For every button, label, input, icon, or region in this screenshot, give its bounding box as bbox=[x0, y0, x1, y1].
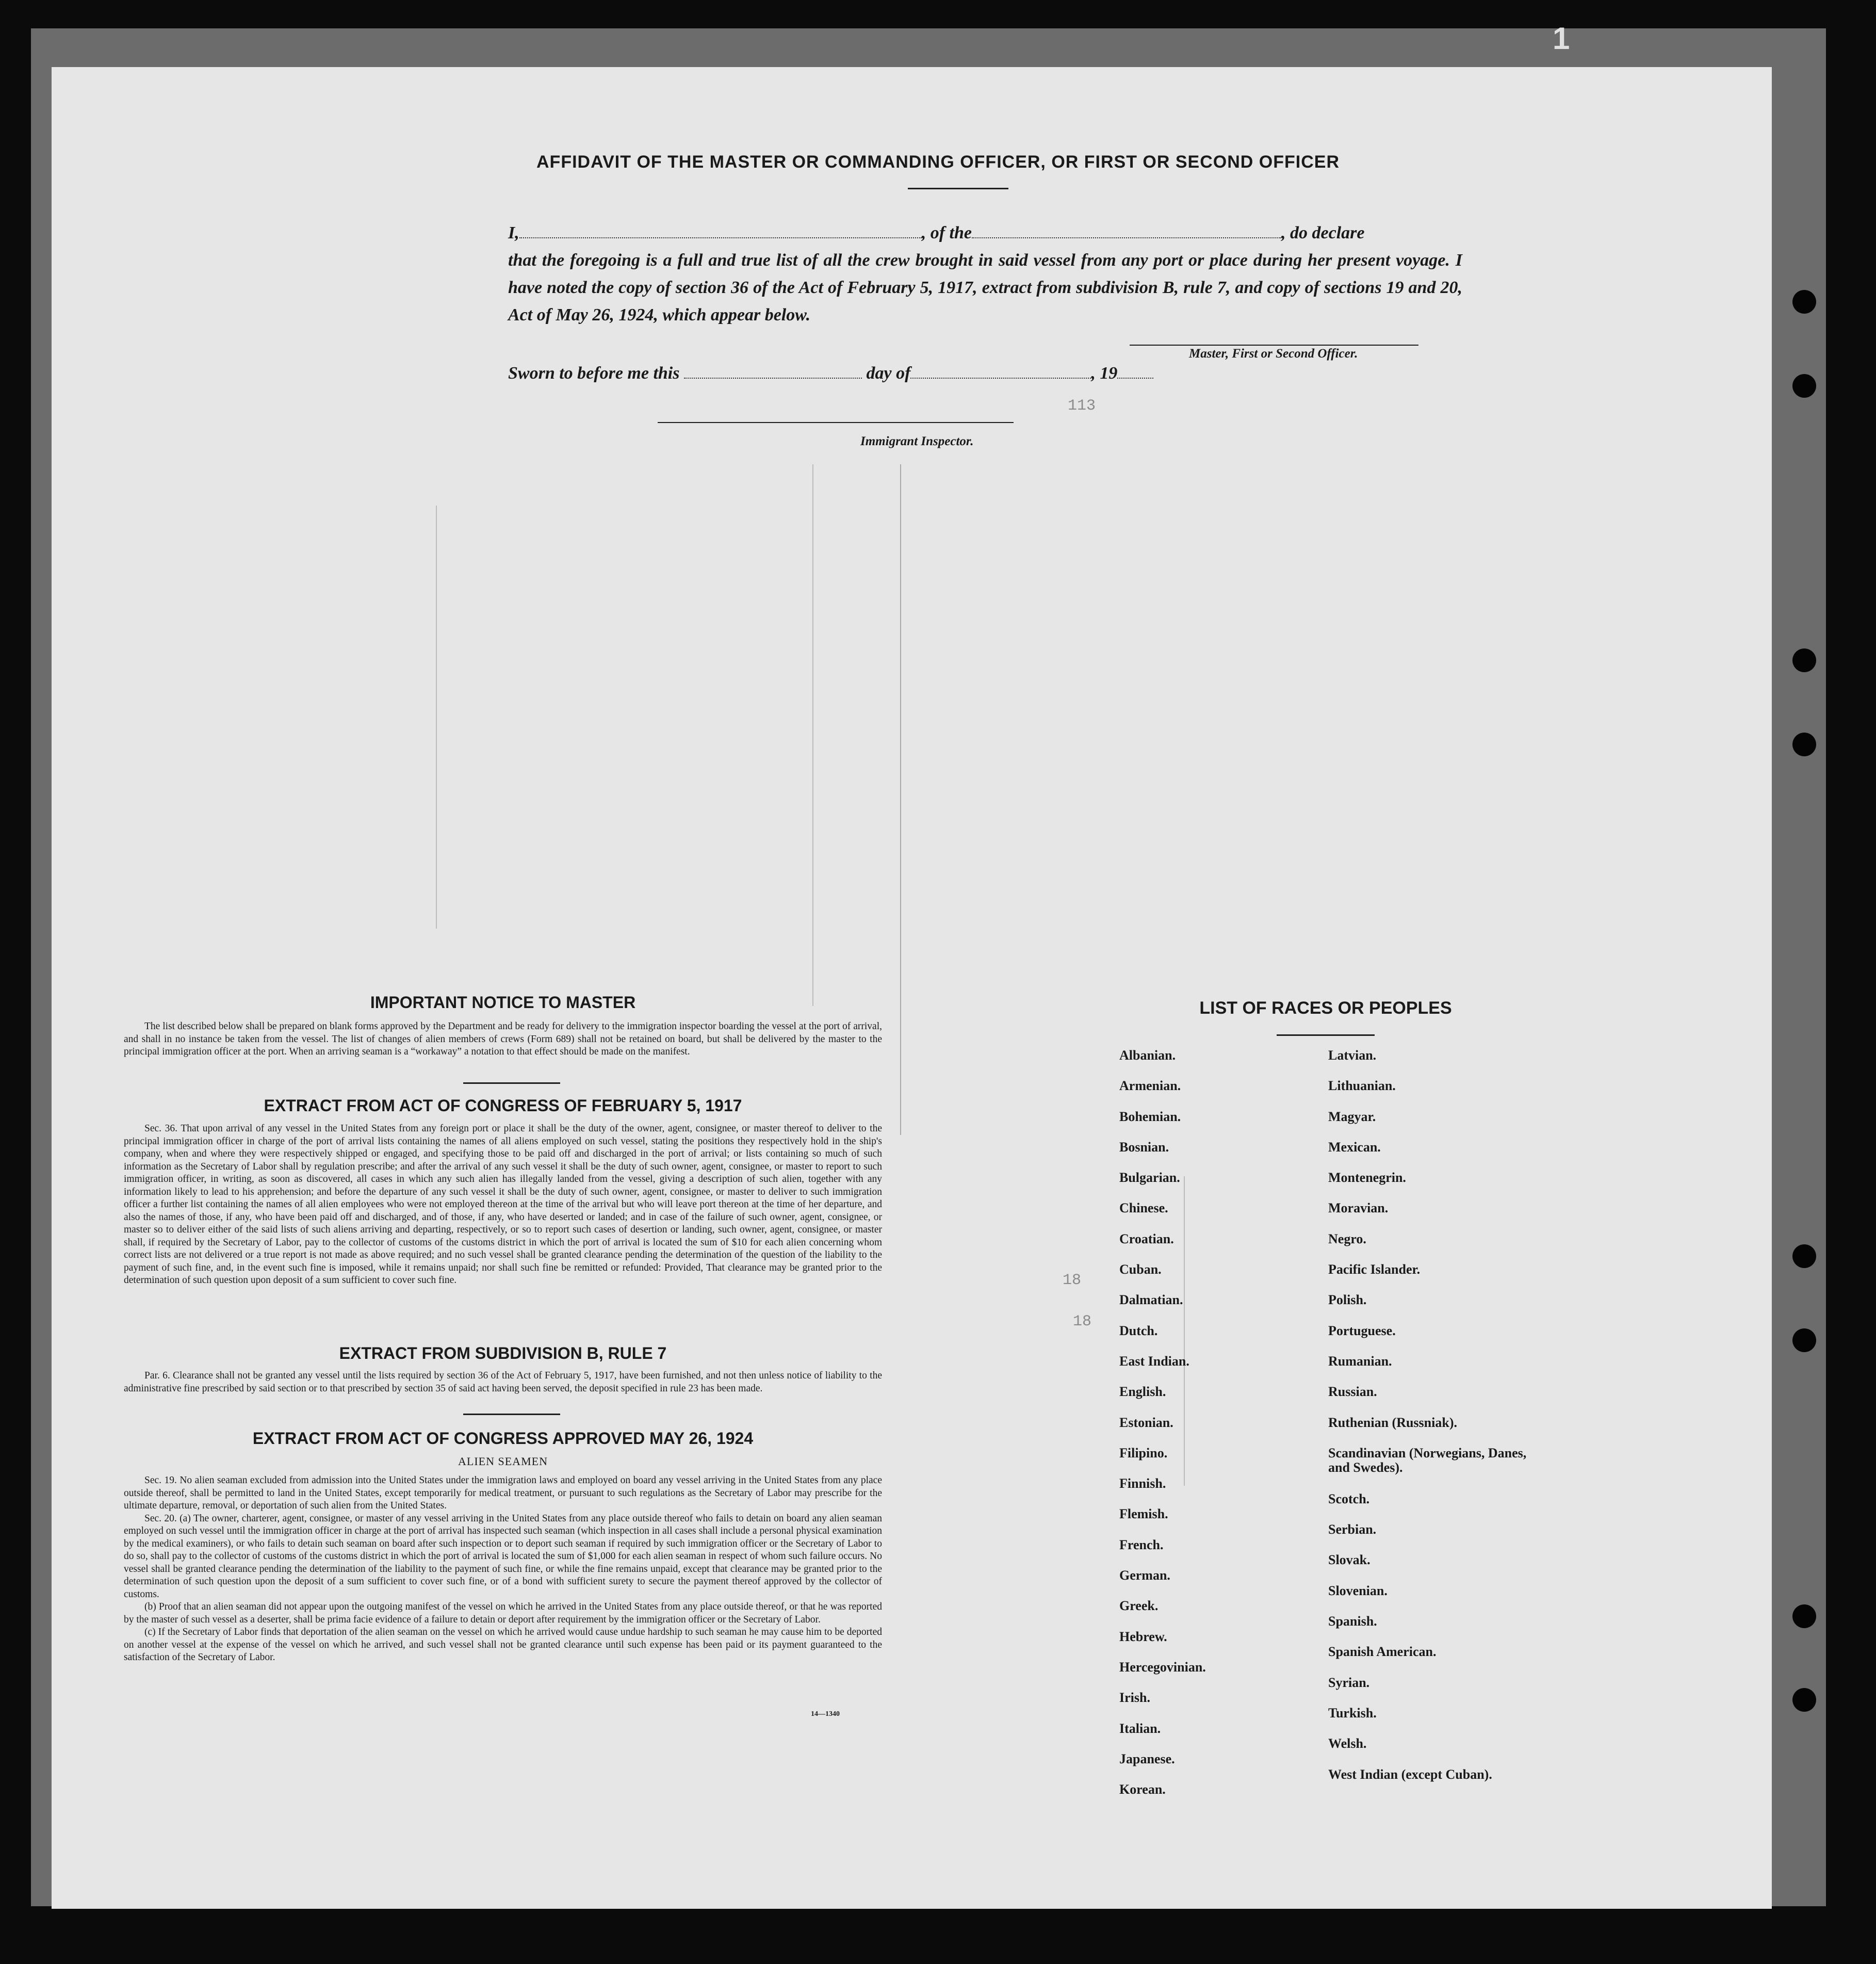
extract-1917-text bbox=[124, 1123, 882, 1287]
race-item: Filipino. bbox=[1119, 1445, 1168, 1460]
extract-1917-heading: EXTRACT FROM ACT OF CONGRESS OF FEBRUARY 5, 1917 bbox=[264, 1096, 742, 1115]
race-item: Portuguese. bbox=[1328, 1323, 1396, 1338]
race-item: Albanian. bbox=[1119, 1048, 1176, 1063]
race-item: Scandinavian (Norwegians, Danes, and Swedes). bbox=[1328, 1445, 1527, 1475]
race-item: Slovenian. bbox=[1328, 1583, 1388, 1598]
rule-7-text bbox=[124, 1370, 882, 1395]
title-rule bbox=[908, 188, 1008, 189]
sworn-date-field[interactable] bbox=[684, 364, 862, 379]
races-title: LIST OF RACES OR PEOPLES bbox=[1199, 998, 1452, 1018]
race-item: Irish. bbox=[1119, 1690, 1150, 1706]
bleed-through-line bbox=[900, 464, 901, 1135]
sec-20b-paragraph: (b) Proof that an alien seaman did not appear upon the outgoing manifest of the vessel on which he arrived in the United States from any place outside thereof, or that he was reported by the master of such vessel as a deserter, shall be prima facie evidence of a failure to detain or deport after requirement by the immigration officer or the Secretary of Labor. bbox=[124, 1601, 882, 1625]
race-item: Russian. bbox=[1328, 1384, 1377, 1400]
race-item: French. bbox=[1119, 1537, 1164, 1552]
of-the-label: , of the bbox=[921, 223, 972, 242]
inspector-label: Immigrant Inspector. bbox=[860, 434, 974, 448]
race-item: Hercegovinian. bbox=[1119, 1659, 1206, 1675]
races-list bbox=[1119, 1048, 1584, 1813]
races-right-column bbox=[1328, 1048, 1584, 1813]
affidavit-title: AFFIDAVIT OF THE MASTER OR COMMANDING OFFICER, OR FIRST OR SECOND OFFICER bbox=[536, 152, 1340, 172]
race-item: Italian. bbox=[1119, 1720, 1161, 1736]
race-item: Scotch. bbox=[1328, 1491, 1370, 1506]
race-item: Ruthenian (Russniak). bbox=[1328, 1415, 1457, 1430]
race-item: Japanese. bbox=[1119, 1751, 1175, 1766]
sworn-month-field[interactable] bbox=[910, 364, 1091, 379]
page-number: 1 bbox=[1553, 21, 1570, 56]
race-item: Bohemian. bbox=[1119, 1109, 1181, 1124]
race-item: Rumanian. bbox=[1328, 1353, 1392, 1369]
sworn-day-of: day of bbox=[866, 364, 911, 383]
punch-hole bbox=[1792, 290, 1816, 314]
par-6-paragraph: Par. 6. Clearance shall not be granted any vessel until the lists required by section 36 of the Act of February 5, 1917, have been furnished, and not then unless notice of liability to the administrative fine prescribed by said section or to that prescribed by section 35 of said act having been served, the deposit specified in rule 23 has been made. bbox=[124, 1370, 882, 1394]
races-left-column bbox=[1119, 1048, 1328, 1813]
race-item: Greek. bbox=[1119, 1598, 1159, 1614]
sworn-prefix: Sworn to before me this bbox=[508, 364, 680, 383]
punch-hole bbox=[1792, 1244, 1816, 1268]
race-item: Spanish. bbox=[1328, 1614, 1377, 1629]
races-rule bbox=[1277, 1034, 1375, 1036]
race-item: Latvian. bbox=[1328, 1048, 1377, 1063]
form-number: 14—1340 bbox=[811, 1710, 840, 1718]
sec-19-paragraph: Sec. 19. No alien seaman excluded from admission into the United States under the immigration laws and employed on board any vessel arriving in the United States from any place outside thereof, shall be permitted to land in the United States, except temporarily for medical treatment, or pursuant to such regulations as the Secretary of Labor may prescribe for the ultimate departure, removal, or deportation of such alien from the United States. bbox=[124, 1475, 882, 1511]
do-declare-label: , do declare bbox=[1281, 223, 1365, 242]
sworn-year: , 19 bbox=[1091, 364, 1118, 383]
notice-text bbox=[124, 1020, 882, 1059]
punch-hole bbox=[1792, 1688, 1816, 1712]
bleed-through-line bbox=[436, 506, 437, 929]
race-item: Estonian. bbox=[1119, 1415, 1173, 1430]
section-rule bbox=[463, 1082, 560, 1084]
race-item: Montenegrin. bbox=[1328, 1170, 1406, 1186]
race-item: German. bbox=[1119, 1568, 1170, 1583]
notice-heading: IMPORTANT NOTICE TO MASTER bbox=[370, 993, 636, 1012]
inspector-signature-line[interactable] bbox=[658, 422, 1014, 423]
race-item: Bosnian. bbox=[1119, 1139, 1169, 1155]
race-item: Negro. bbox=[1328, 1231, 1366, 1246]
race-item: English. bbox=[1119, 1384, 1166, 1400]
sworn-line bbox=[508, 364, 1153, 383]
vessel-field[interactable] bbox=[972, 224, 1281, 238]
extract-1924-text bbox=[124, 1474, 882, 1664]
race-item: Welsh. bbox=[1328, 1736, 1367, 1751]
race-item: Finnish. bbox=[1119, 1476, 1166, 1491]
name-field[interactable] bbox=[519, 224, 922, 238]
punch-hole bbox=[1792, 1604, 1816, 1628]
race-item: Dutch. bbox=[1119, 1323, 1158, 1338]
sworn-year-field[interactable] bbox=[1117, 364, 1153, 379]
race-item: Serbian. bbox=[1328, 1522, 1377, 1537]
punch-hole bbox=[1792, 1328, 1816, 1352]
race-item: Dalmatian. bbox=[1119, 1292, 1183, 1308]
race-item: Flemish. bbox=[1119, 1506, 1168, 1522]
race-item: East Indian. bbox=[1119, 1353, 1189, 1369]
race-item: Lithuanian. bbox=[1328, 1078, 1396, 1094]
bleed-through-mark: 113 bbox=[1068, 397, 1096, 415]
rule-7-heading: EXTRACT FROM SUBDIVISION B, RULE 7 bbox=[339, 1344, 667, 1362]
affidavit-i-label: I, bbox=[508, 223, 519, 242]
bleed-through-line bbox=[812, 464, 813, 1006]
affidavit-text bbox=[508, 219, 1462, 329]
punch-hole bbox=[1792, 374, 1816, 398]
race-item: Hebrew. bbox=[1119, 1629, 1167, 1644]
race-item: Spanish American. bbox=[1328, 1644, 1437, 1660]
master-signature-line[interactable] bbox=[1130, 345, 1418, 346]
extract-1924-heading: EXTRACT FROM ACT OF CONGRESS APPROVED MAY 26, 1924 bbox=[252, 1429, 754, 1448]
race-item: Mexican. bbox=[1328, 1139, 1381, 1155]
race-item: West Indian (except Cuban). bbox=[1328, 1766, 1492, 1782]
sec-20c-paragraph: (c) If the Secretary of Labor finds that deportation of the alien seaman on the vessel on which he arrived would cause undue hardship to such seaman he may cause him to be deported on another vessel at the expense of the vessel on which he arrived, and such vessel shall not be granted clearance until such expense has been paid or its payment guaranteed to the satisfaction of the Secretary of Labor. bbox=[124, 1627, 882, 1663]
bleed-through-mark: 18 bbox=[1073, 1313, 1092, 1330]
race-item: Chinese. bbox=[1119, 1200, 1168, 1216]
race-item: Cuban. bbox=[1119, 1262, 1162, 1277]
race-item: Croatian. bbox=[1119, 1231, 1174, 1246]
race-item: Bulgarian. bbox=[1119, 1170, 1180, 1186]
section-rule bbox=[463, 1414, 560, 1415]
bleed-through-mark: 18 bbox=[1063, 1272, 1082, 1289]
race-item: Polish. bbox=[1328, 1292, 1367, 1308]
notice-paragraph: The list described below shall be prepared on blank forms approved by the Department and be ready for delivery to the immigration inspector boarding the vessel at the port of arrival, and shall in no instance be taken from the vessel. The list of changes of alien members of crews (Form 689) shall not be retained on board, but shall be delivered by the master to the principal immigration officer at the port. When an arriving seaman is a “workaway” a notation to that effect should be made on the manifest. bbox=[124, 1021, 882, 1057]
race-item: Korean. bbox=[1119, 1782, 1166, 1797]
affidavit-body: that the foregoing is a full and true list of all the crew brought in said vessel from any port or place during her present voyage. I have noted the copy of section 36 of the Act of February 5, 1917, extract from subdivision B, rule 7, and copy of sections 19 and 20, Act of May 26, 1924, which appear below. bbox=[508, 251, 1462, 324]
affidavit-first-line bbox=[508, 219, 1462, 247]
race-item: Syrian. bbox=[1328, 1675, 1370, 1690]
race-item: Slovak. bbox=[1328, 1552, 1371, 1568]
master-signature-label: Master, First or Second Officer. bbox=[1189, 347, 1358, 361]
alien-seamen-subheading: ALIEN SEAMEN bbox=[458, 1455, 548, 1468]
race-item: Armenian. bbox=[1119, 1078, 1181, 1094]
punch-hole bbox=[1792, 648, 1816, 672]
sec-20a-paragraph: Sec. 20. (a) The owner, charterer, agent, consignee, or master of any vessel arriving in the United States from any place outside thereof who fails to detain on board any alien seaman employed on such vessel until the immigration officer in charge at the port of arrival has inspected such seaman (which inspection in all cases shall include a personal physical examination by the medical examiners), or who fails to detain such seaman on board after such inspection or to deport such seaman if required by such immigration officer or the Secretary of Labor to do so, shall pay to the collector of customs of the customs district in which the port of arrival is located the sum of $1,000 for each alien seaman in respect of whom such failure occurs. No vessel shall be granted clearance pending the determination of the liability to the payment of such fine, or while the fine remains unpaid, except that clearance may be granted prior to the determination of such question upon the deposit of a sum sufficient to cover such fine, or of a bond with sufficient surety to secure the payment thereof approved by the collector of customs. bbox=[124, 1513, 882, 1600]
race-item: Moravian. bbox=[1328, 1200, 1389, 1216]
race-item: Turkish. bbox=[1328, 1705, 1377, 1720]
sec-36-paragraph: Sec. 36. That upon arrival of any vessel in the United States from any foreign port or place it shall be the duty of the owner, agent, consignee, or master thereof to deliver to the principal immigration officer in charge of the port of arrival lists containing the names of all aliens employed on such vessel, stating the positions they respectively hold in the ship's company, when and where they were respectively shipped or engaged, and specifying those to be paid off and discharged in the port of arrival; or lists containing so much of such information as the Secretary of Labor shall by regulation prescribe; and after the arrival of any such vessel it shall be the duty of such owner, agent, consignee, or master to report to such immigration officer, in writing, as soon as discovered, all cases in which any such alien has illegally landed from the vessel, giving a description of such alien, together with any information likely to lead to his apprehension; and before the departure of any such vessel it shall be the duty of such owner, agent, consignee, or master to deliver to such immigration officer a further list containing the names of all alien employees who were not employed thereon at the time of the arrival but who will leave port thereon at the time of her departure, and also the names of those, if any, who have been paid off and discharged, and of those, if any, who have deserted or landed; and in case of the failure of such owner, agent, consignee, or master so to deliver either of the said lists of such aliens arriving and departing, respectively, or so to report such cases of desertion or landing, such owner, agent, consignee, or master shall, if required by the Secretary of Labor, pay to the collector of customs of the customs district in which the port of arrival is located the sum of $10 for each alien concerning whom correct lists are not delivered or a true report is not made as above required; and no such vessel shall be granted clearance pending the determination of the question of the liability to the payment of such fine, and, in the event such fine is imposed, while it remains unpaid; nor shall such fine be remitted or refunded: Provided, That clearance may be granted prior to the determination of such question upon deposit of a sum sufficient to cover such fine. bbox=[124, 1123, 882, 1286]
punch-hole bbox=[1792, 733, 1816, 756]
race-item: Pacific Islander. bbox=[1328, 1262, 1421, 1277]
race-item: Magyar. bbox=[1328, 1109, 1376, 1124]
